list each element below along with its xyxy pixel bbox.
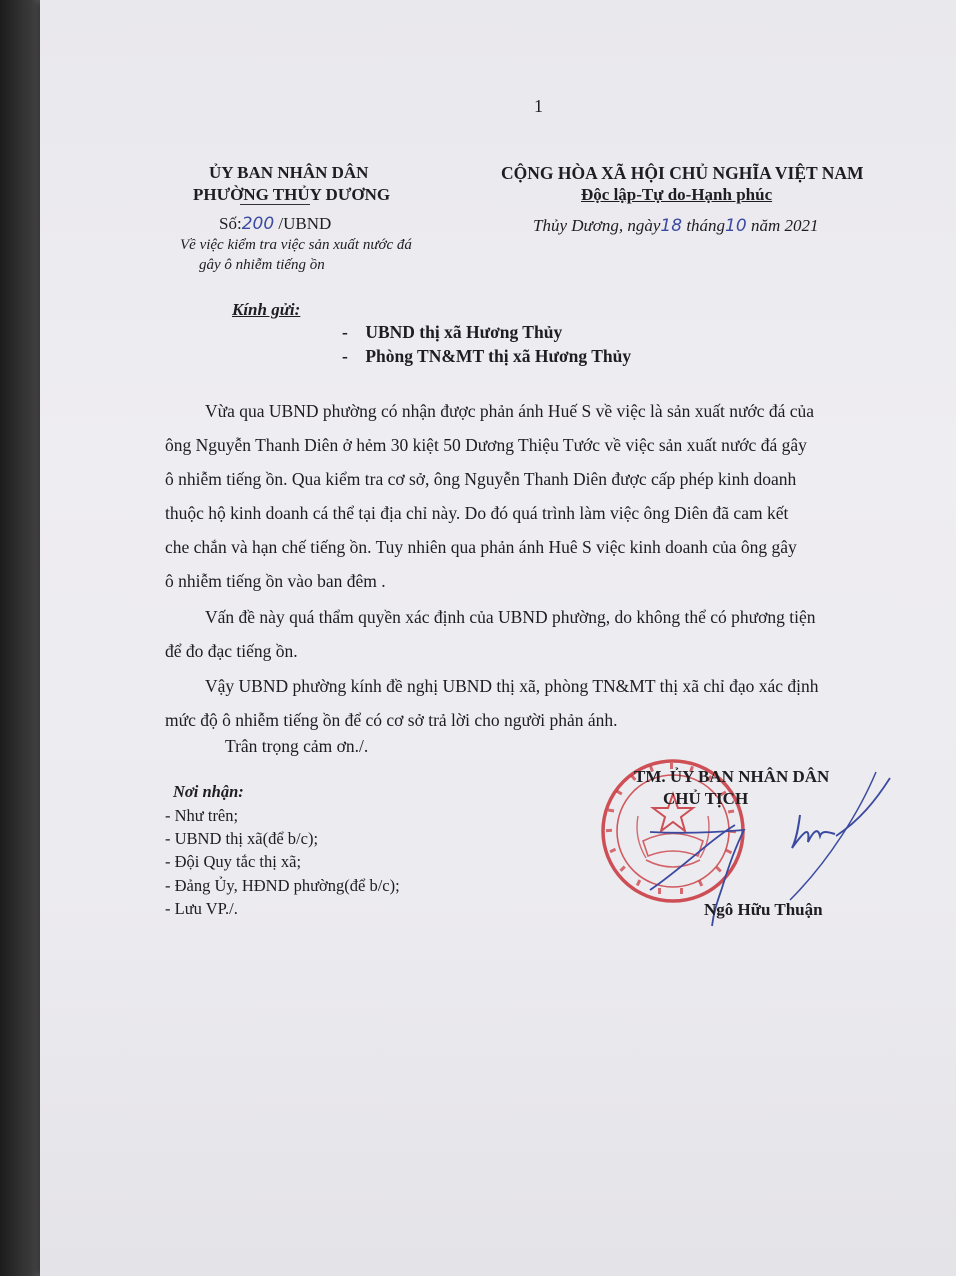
paragraph-1-line-1: Vừa qua UBND phường có nhận được phản ánh Huế S về việc là sản xuất nước đá của <box>205 401 815 421</box>
paragraph-2-line-1: Vấn đề này quá thẩm quyền xác định của UBND phường, do không thể có phương tiện <box>205 607 816 627</box>
ward-name: PHƯỜNG THỦY DƯƠNG <box>193 185 391 204</box>
body-paragraph-2 <box>165 600 899 668</box>
recipient-2-text: Phòng TN&MT thị xã Hương Thủy <box>365 346 632 366</box>
national-motto: Độc lập-Tự do-Hạnh phúc <box>581 185 773 204</box>
recipients-item: - Đảng Ủy, HĐND phường(để b/c); <box>165 875 400 895</box>
date-place: Thủy Dương, ngày <box>533 216 661 235</box>
date-day-handwritten: 18 <box>660 216 683 236</box>
body-paragraph-3 <box>165 669 899 737</box>
signature-position: CHỦ TỊCH <box>663 789 749 808</box>
nation-title: CỘNG HÒA XÃ HỘI CHỦ NGHĨA VIỆT NAM <box>501 163 864 183</box>
paragraph-1-line-4: thuộc hộ kinh doanh cá thể tại địa chỉ này. Do đó quá trình làm việc ông Diên đã cam kết <box>165 503 789 523</box>
recipients-item: - UBND thị xã(để b/c); <box>165 829 319 849</box>
number-suffix: /UBND <box>274 214 332 233</box>
paragraph-2-line-2: để đo đạc tiếng ồn. <box>165 641 298 661</box>
date-month-handwritten: 10 <box>725 216 747 236</box>
date-line <box>533 216 818 236</box>
recipient-1: - UBND thị xã Hương Thủy <box>342 322 563 342</box>
recipients-item: - Như trên; <box>165 806 239 825</box>
recipients-item: - Đội Quy tắc thị xã; <box>165 852 302 872</box>
page-number: 1 <box>534 96 543 116</box>
paragraph-1-line-6: ô nhiễm tiếng ồn vào ban đêm . <box>165 571 386 591</box>
recipients-item: - Lưu VP./. <box>165 898 238 918</box>
recipient-1-text: UBND thị xã Hương Thủy <box>365 322 563 342</box>
subject-line-1: Về việc kiểm tra việc sản xuất nước đá <box>180 237 412 253</box>
recipients-title: Nơi nhận: <box>173 782 244 801</box>
paragraph-1-line-2: ông Nguyễn Thanh Diên ở hẻm 30 kiệt 50 Dương Thiệu Tước về việc sản xuất nước đá gây <box>165 435 807 455</box>
salutation-label: Kính gửi: <box>232 300 301 319</box>
background-edge <box>0 0 44 1276</box>
subject-line-2: gây ô nhiễm tiếng ồn <box>199 257 325 273</box>
signature-on-behalf: TM. ỦY BAN NHÂN DÂN <box>634 767 830 786</box>
body-paragraph-1 <box>165 394 899 598</box>
number-prefix: Số: <box>219 214 242 233</box>
paragraph-1-line-5: che chắn và hạn chế tiếng ồn. Tuy nhiên qua phản ánh Huê S việc kinh doanh của ông gây <box>165 537 797 557</box>
date-month-label: tháng <box>682 216 726 235</box>
recipients-list <box>165 804 400 920</box>
signer-name: Ngô Hữu Thuận <box>704 900 823 919</box>
paragraph-3-line-1: Vậy UBND phường kính đề nghị UBND thị xã, phòng TN&MT thị xã chỉ đạo xác định <box>205 676 819 696</box>
closing-line: Trân trọng cảm ơn./. <box>225 736 369 756</box>
recipient-2: - Phòng TN&MT thị xã Hương Thủy <box>342 346 632 366</box>
document-number <box>219 214 331 234</box>
date-year: năm 2021 <box>746 216 819 235</box>
number-handwritten: 200 <box>241 214 275 234</box>
ward-underline <box>240 204 310 205</box>
paragraph-1-line-3: ô nhiễm tiếng ồn. Qua kiểm tra cơ sở, ông Nguyễn Thanh Diên được cấp phép kinh doanh <box>165 469 797 489</box>
paragraph-3-line-2: mức độ ô nhiễm tiếng ồn để có cơ sở trả lời cho người phản ánh. <box>165 710 618 730</box>
agency-name: ỦY BAN NHÂN DÂN <box>209 163 369 182</box>
